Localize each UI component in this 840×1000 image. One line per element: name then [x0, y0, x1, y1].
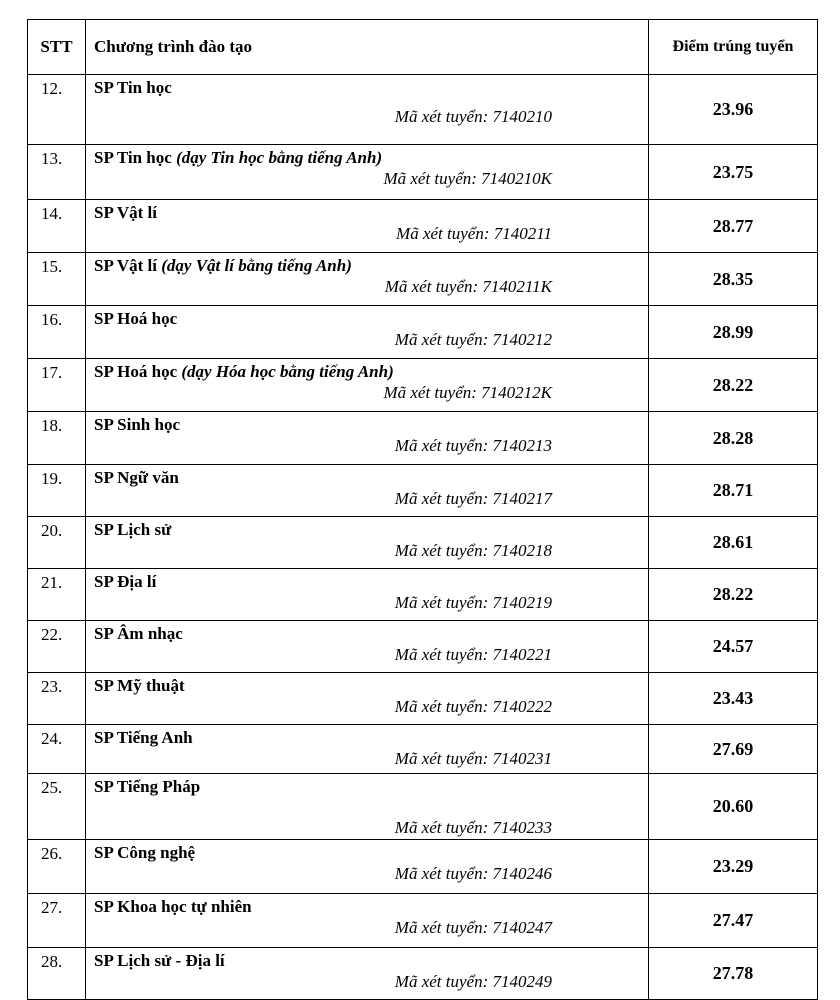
header-score: Điểm trúng tuyển — [649, 20, 818, 75]
program-name: SP Địa lí — [94, 572, 157, 591]
program-code-line — [94, 329, 640, 351]
program-code-line — [94, 488, 640, 510]
program-code: 7140222 — [492, 697, 552, 716]
program-cell — [86, 145, 649, 200]
program-code-line — [94, 696, 640, 718]
program-code-line — [94, 435, 640, 457]
table-row — [28, 621, 818, 673]
program-code: 7140221 — [492, 645, 552, 664]
program-cell — [86, 306, 649, 359]
header-row — [28, 20, 818, 75]
program-name: SP Tiếng Pháp — [94, 777, 201, 796]
table-row — [28, 774, 818, 840]
program-code-line — [94, 540, 640, 562]
code-label: Mã xét tuyển: — [394, 864, 493, 883]
row-stt: 20. — [28, 517, 86, 569]
admission-score: 27.78 — [649, 948, 818, 1000]
program-name: SP Hoá học — [94, 309, 178, 328]
code-label: Mã xét tuyển: — [394, 330, 493, 349]
row-stt: 13. — [28, 145, 86, 200]
program-code-line — [94, 971, 640, 993]
program-name: SP Tin học — [94, 148, 177, 167]
row-stt: 21. — [28, 569, 86, 621]
code-label: Mã xét tuyển: — [396, 224, 494, 243]
program-name-line — [94, 676, 640, 696]
admission-score: 23.43 — [649, 673, 818, 725]
table-row — [28, 517, 818, 569]
admission-score: 24.57 — [649, 621, 818, 673]
program-cell — [86, 840, 649, 894]
table-row — [28, 145, 818, 200]
program-name: SP Tin học — [94, 78, 172, 97]
code-label: Mã xét tuyển: — [384, 277, 483, 296]
table-row — [28, 725, 818, 774]
program-note: (dạy Hóa học bằng tiếng Anh) — [181, 362, 394, 381]
table-row — [28, 948, 818, 1000]
table-row — [28, 306, 818, 359]
admission-score: 23.29 — [649, 840, 818, 894]
row-stt: 28. — [28, 948, 86, 1000]
row-stt: 14. — [28, 200, 86, 253]
program-name: SP Tiếng Anh — [94, 728, 193, 747]
program-name: SP Lịch sử — [94, 520, 172, 539]
code-label: Mã xét tuyển: — [394, 818, 493, 837]
program-code-line — [94, 644, 640, 666]
row-stt: 26. — [28, 840, 86, 894]
admission-score: 23.96 — [649, 75, 818, 145]
program-name: SP Lịch sử - Địa lí — [94, 951, 225, 970]
program-name: SP Công nghệ — [94, 843, 196, 862]
table-row — [28, 75, 818, 145]
program-cell — [86, 894, 649, 948]
row-stt: 23. — [28, 673, 86, 725]
table-row — [28, 465, 818, 517]
code-label: Mã xét tuyển: — [383, 169, 482, 188]
admission-score: 28.61 — [649, 517, 818, 569]
program-code-line — [94, 223, 640, 245]
program-name-line — [94, 951, 640, 971]
code-label: Mã xét tuyển: — [394, 107, 493, 126]
program-code: 7140210 — [492, 107, 552, 126]
row-stt: 27. — [28, 894, 86, 948]
program-code: 7140218 — [492, 541, 552, 560]
program-code-line — [94, 98, 640, 128]
program-name-line — [94, 777, 640, 797]
program-code-line — [94, 168, 640, 190]
admission-score: 28.99 — [649, 306, 818, 359]
program-code-line — [94, 917, 640, 939]
program-name-line — [94, 78, 640, 98]
program-cell — [86, 725, 649, 774]
row-stt: 12. — [28, 75, 86, 145]
code-label: Mã xét tuyển: — [394, 489, 493, 508]
admission-score: 27.47 — [649, 894, 818, 948]
program-name: SP Khoa học tự nhiên — [94, 897, 252, 916]
row-stt: 25. — [28, 774, 86, 840]
row-stt: 18. — [28, 412, 86, 465]
code-label: Mã xét tuyển: — [394, 645, 493, 664]
program-cell — [86, 412, 649, 465]
table-body — [28, 75, 818, 1000]
admission-score-table — [27, 19, 818, 1000]
program-cell — [86, 465, 649, 517]
program-name: SP Ngữ văn — [94, 468, 179, 487]
table-row — [28, 200, 818, 253]
program-code: 7140247 — [492, 918, 552, 937]
program-name: SP Sinh học — [94, 415, 180, 434]
table-row — [28, 840, 818, 894]
admission-score: 28.22 — [649, 359, 818, 412]
table-row — [28, 359, 818, 412]
program-name-line — [94, 415, 640, 435]
program-name: SP Mỹ thuật — [94, 676, 185, 695]
code-label: Mã xét tuyển: — [394, 749, 493, 768]
admission-score: 20.60 — [649, 774, 818, 840]
header-stt: STT — [28, 20, 86, 75]
admission-score: 28.22 — [649, 569, 818, 621]
table-row — [28, 673, 818, 725]
program-name-line — [94, 148, 640, 168]
admission-score: 28.77 — [649, 200, 818, 253]
program-code: 7140212K — [481, 383, 552, 402]
program-code: 7140217 — [492, 489, 552, 508]
program-note: (dạy Tin học bằng tiếng Anh) — [176, 148, 383, 167]
code-label: Mã xét tuyển: — [383, 383, 482, 402]
program-code: 7140231 — [492, 749, 552, 768]
program-cell — [86, 621, 649, 673]
program-code-line — [94, 863, 640, 885]
program-code: 7140249 — [492, 972, 552, 991]
code-label: Mã xét tuyển: — [394, 436, 493, 455]
program-name-line — [94, 468, 640, 488]
program-name-line — [94, 520, 640, 540]
program-code: 7140211K — [482, 277, 552, 296]
program-name: SP Hoá học — [94, 362, 182, 381]
code-label: Mã xét tuyển: — [394, 697, 493, 716]
table-row — [28, 894, 818, 948]
header-program: Chương trình đào tạo — [86, 20, 649, 75]
admission-score: 28.71 — [649, 465, 818, 517]
program-cell — [86, 517, 649, 569]
table-row — [28, 569, 818, 621]
row-stt: 17. — [28, 359, 86, 412]
program-cell — [86, 200, 649, 253]
program-name-line — [94, 728, 640, 748]
program-name: SP Vật lí — [94, 203, 157, 222]
table-row — [28, 253, 818, 306]
program-cell — [86, 673, 649, 725]
program-cell — [86, 774, 649, 840]
program-name-line — [94, 624, 640, 644]
program-code: 7140233 — [492, 818, 552, 837]
program-code: 7140213 — [492, 436, 552, 455]
program-code-line — [94, 592, 640, 614]
program-code: 7140219 — [492, 593, 552, 612]
program-name-line — [94, 256, 640, 276]
program-cell — [86, 948, 649, 1000]
program-name: SP Âm nhạc — [94, 624, 183, 643]
row-stt: 15. — [28, 253, 86, 306]
program-note: (dạy Vật lí bằng tiếng Anh) — [161, 256, 352, 275]
program-name-line — [94, 362, 640, 382]
code-label: Mã xét tuyển: — [394, 593, 493, 612]
program-name: SP Vật lí — [94, 256, 162, 275]
program-code: 7140246 — [492, 864, 552, 883]
admission-score: 27.69 — [649, 725, 818, 774]
admission-score: 23.75 — [649, 145, 818, 200]
program-name-line — [94, 843, 640, 863]
row-stt: 16. — [28, 306, 86, 359]
admission-score: 28.28 — [649, 412, 818, 465]
program-code: 7140211 — [493, 224, 552, 243]
code-label: Mã xét tuyển: — [394, 541, 493, 560]
program-name-line — [94, 572, 640, 592]
admission-score: 28.35 — [649, 253, 818, 306]
code-label: Mã xét tuyển: — [394, 918, 493, 937]
program-cell — [86, 569, 649, 621]
program-cell — [86, 75, 649, 145]
program-code-line — [94, 382, 640, 404]
program-cell — [86, 359, 649, 412]
code-label: Mã xét tuyển: — [394, 972, 493, 991]
program-name-line — [94, 897, 640, 917]
table-row — [28, 412, 818, 465]
program-name-line — [94, 309, 640, 329]
program-code: 7140210K — [481, 169, 552, 188]
program-code: 7140212 — [492, 330, 552, 349]
program-code-line — [94, 276, 640, 298]
row-stt: 19. — [28, 465, 86, 517]
row-stt: 24. — [28, 725, 86, 774]
program-cell — [86, 253, 649, 306]
program-name-line — [94, 203, 640, 223]
row-stt: 22. — [28, 621, 86, 673]
program-code-line — [94, 748, 640, 770]
program-code-line — [94, 797, 640, 839]
